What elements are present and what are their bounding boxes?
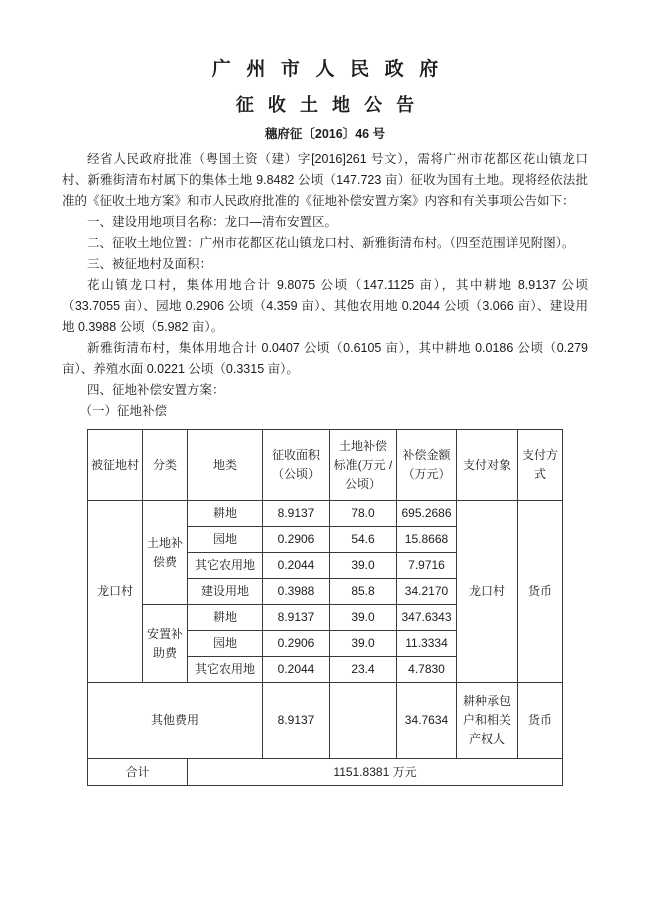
page-title: 广州市人民政府 — [211, 59, 454, 80]
header-category: 分类 — [143, 430, 188, 501]
village-qingbu-paragraph: 新雅街清布村，集体用地合计 0.0407 公顷（0.6105 亩），其中耕地 0.0186 公顷（0.279 亩）、养殖水面 0.0221 公顷（0.3315 亩）。 — [62, 341, 588, 376]
item-compensation-plan: 四、征地补偿安置方案： — [87, 383, 225, 397]
cell-rate: 39.0 — [330, 631, 397, 657]
cell-area: 0.2906 — [263, 527, 330, 553]
table-header-row — [88, 430, 563, 501]
cell-group-land-compensation: 土地补偿费 — [143, 501, 188, 605]
cell-area: 0.2044 — [263, 657, 330, 683]
header-rate: 土地补偿 标准(万元 /公顷） — [330, 430, 397, 501]
cell-area: 0.2906 — [263, 631, 330, 657]
sub-item-land-compensation: （一）征地补偿 — [79, 404, 168, 418]
cell-village: 龙口村 — [88, 501, 143, 683]
cell-amount: 34.2170 — [397, 579, 457, 605]
cell-group-resettlement-subsidy: 安置补助费 — [143, 605, 188, 683]
cell-land-type: 其它农用地 — [188, 553, 263, 579]
header-village: 被征地村 — [88, 430, 143, 501]
cell-diagonal-blank — [330, 683, 397, 759]
cell-land-type: 耕地 — [188, 501, 263, 527]
intro-paragraph: 经省人民政府批准（粤国土资（建）字[2016]261 号文），需将广州市花都区花山镇龙口村、新雅街清布村属下的集体土地 9.8482 公顷（147.723 亩）征收为国有土地。现将经依法批准的《征收土地方案》和市人民政府批准的《征地补偿安置方案》内容和有关事项公告如下： — [62, 152, 588, 208]
cell-area: 8.9137 — [263, 501, 330, 527]
cell-total-label: 合计 — [88, 759, 188, 786]
page-subtitle: 征收土地公告 — [235, 95, 429, 115]
cell-other-fees-amount: 34.7634 — [397, 683, 457, 759]
table-row — [88, 501, 563, 527]
cell-rate: 54.6 — [330, 527, 397, 553]
other-fees-row — [88, 683, 563, 759]
document-body — [62, 149, 588, 422]
cell-total-value: 1151.8381 万元 — [188, 759, 563, 786]
cell-amount: 11.3334 — [397, 631, 457, 657]
cell-area: 8.9137 — [263, 605, 330, 631]
cell-land-type: 耕地 — [188, 605, 263, 631]
header-area: 征收面积 （公顷） — [263, 430, 330, 501]
item-land-location: 二、征收土地位置：广州市花都区花山镇龙口村、新雅街清布村。（四至范围详见附图）。 — [87, 236, 575, 250]
cell-amount: 695.2686 — [397, 501, 457, 527]
village-longkou-paragraph: 花山镇龙口村，集体用地合计 9.8075 公顷（147.1125 亩），其中耕地 8.9137 公顷（33.7055 亩）、园地 0.2906 公顷（4.359 亩）、其他农用地 0.2044 公顷（3.066 亩）、建设用地 0.3988 公顷（5.982 亩）。 — [62, 278, 588, 334]
cell-amount: 4.7830 — [397, 657, 457, 683]
cell-rate: 39.0 — [330, 605, 397, 631]
doc-number: 穗府征〔2016〕46 号 — [264, 127, 386, 141]
cell-other-fees-area: 8.9137 — [263, 683, 330, 759]
cell-other-fees-payment-method: 货币 — [518, 683, 563, 759]
item-villages-area: 三、被征地村及面积： — [87, 257, 213, 271]
total-row — [88, 759, 563, 786]
cell-other-fees-payee: 耕种承包户和相关产权人 — [457, 683, 518, 759]
cell-amount: 15.8668 — [397, 527, 457, 553]
cell-land-type: 园地 — [188, 631, 263, 657]
item-project-name: 一、建设用地项目名称：龙口—清布安置区。 — [87, 215, 338, 229]
header-payment-method: 支付方式 — [518, 430, 563, 501]
header-payee: 支付对象 — [457, 430, 518, 501]
cell-rate: 78.0 — [330, 501, 397, 527]
header-amount: 补偿金额 （万元） — [397, 430, 457, 501]
cell-area: 0.2044 — [263, 553, 330, 579]
cell-land-type: 园地 — [188, 527, 263, 553]
cell-rate: 23.4 — [330, 657, 397, 683]
cell-area: 0.3988 — [263, 579, 330, 605]
cell-amount: 7.9716 — [397, 553, 457, 579]
cell-rate: 85.8 — [330, 579, 397, 605]
cell-amount: 347.6343 — [397, 605, 457, 631]
cell-payee: 龙口村 — [457, 501, 518, 683]
compensation-table — [87, 429, 563, 786]
cell-other-fees-label: 其他费用 — [88, 683, 263, 759]
header-land-type: 地类 — [188, 430, 263, 501]
cell-land-type: 其它农用地 — [188, 657, 263, 683]
cell-land-type: 建设用地 — [188, 579, 263, 605]
cell-rate: 39.0 — [330, 553, 397, 579]
cell-payment-method: 货币 — [518, 501, 563, 683]
